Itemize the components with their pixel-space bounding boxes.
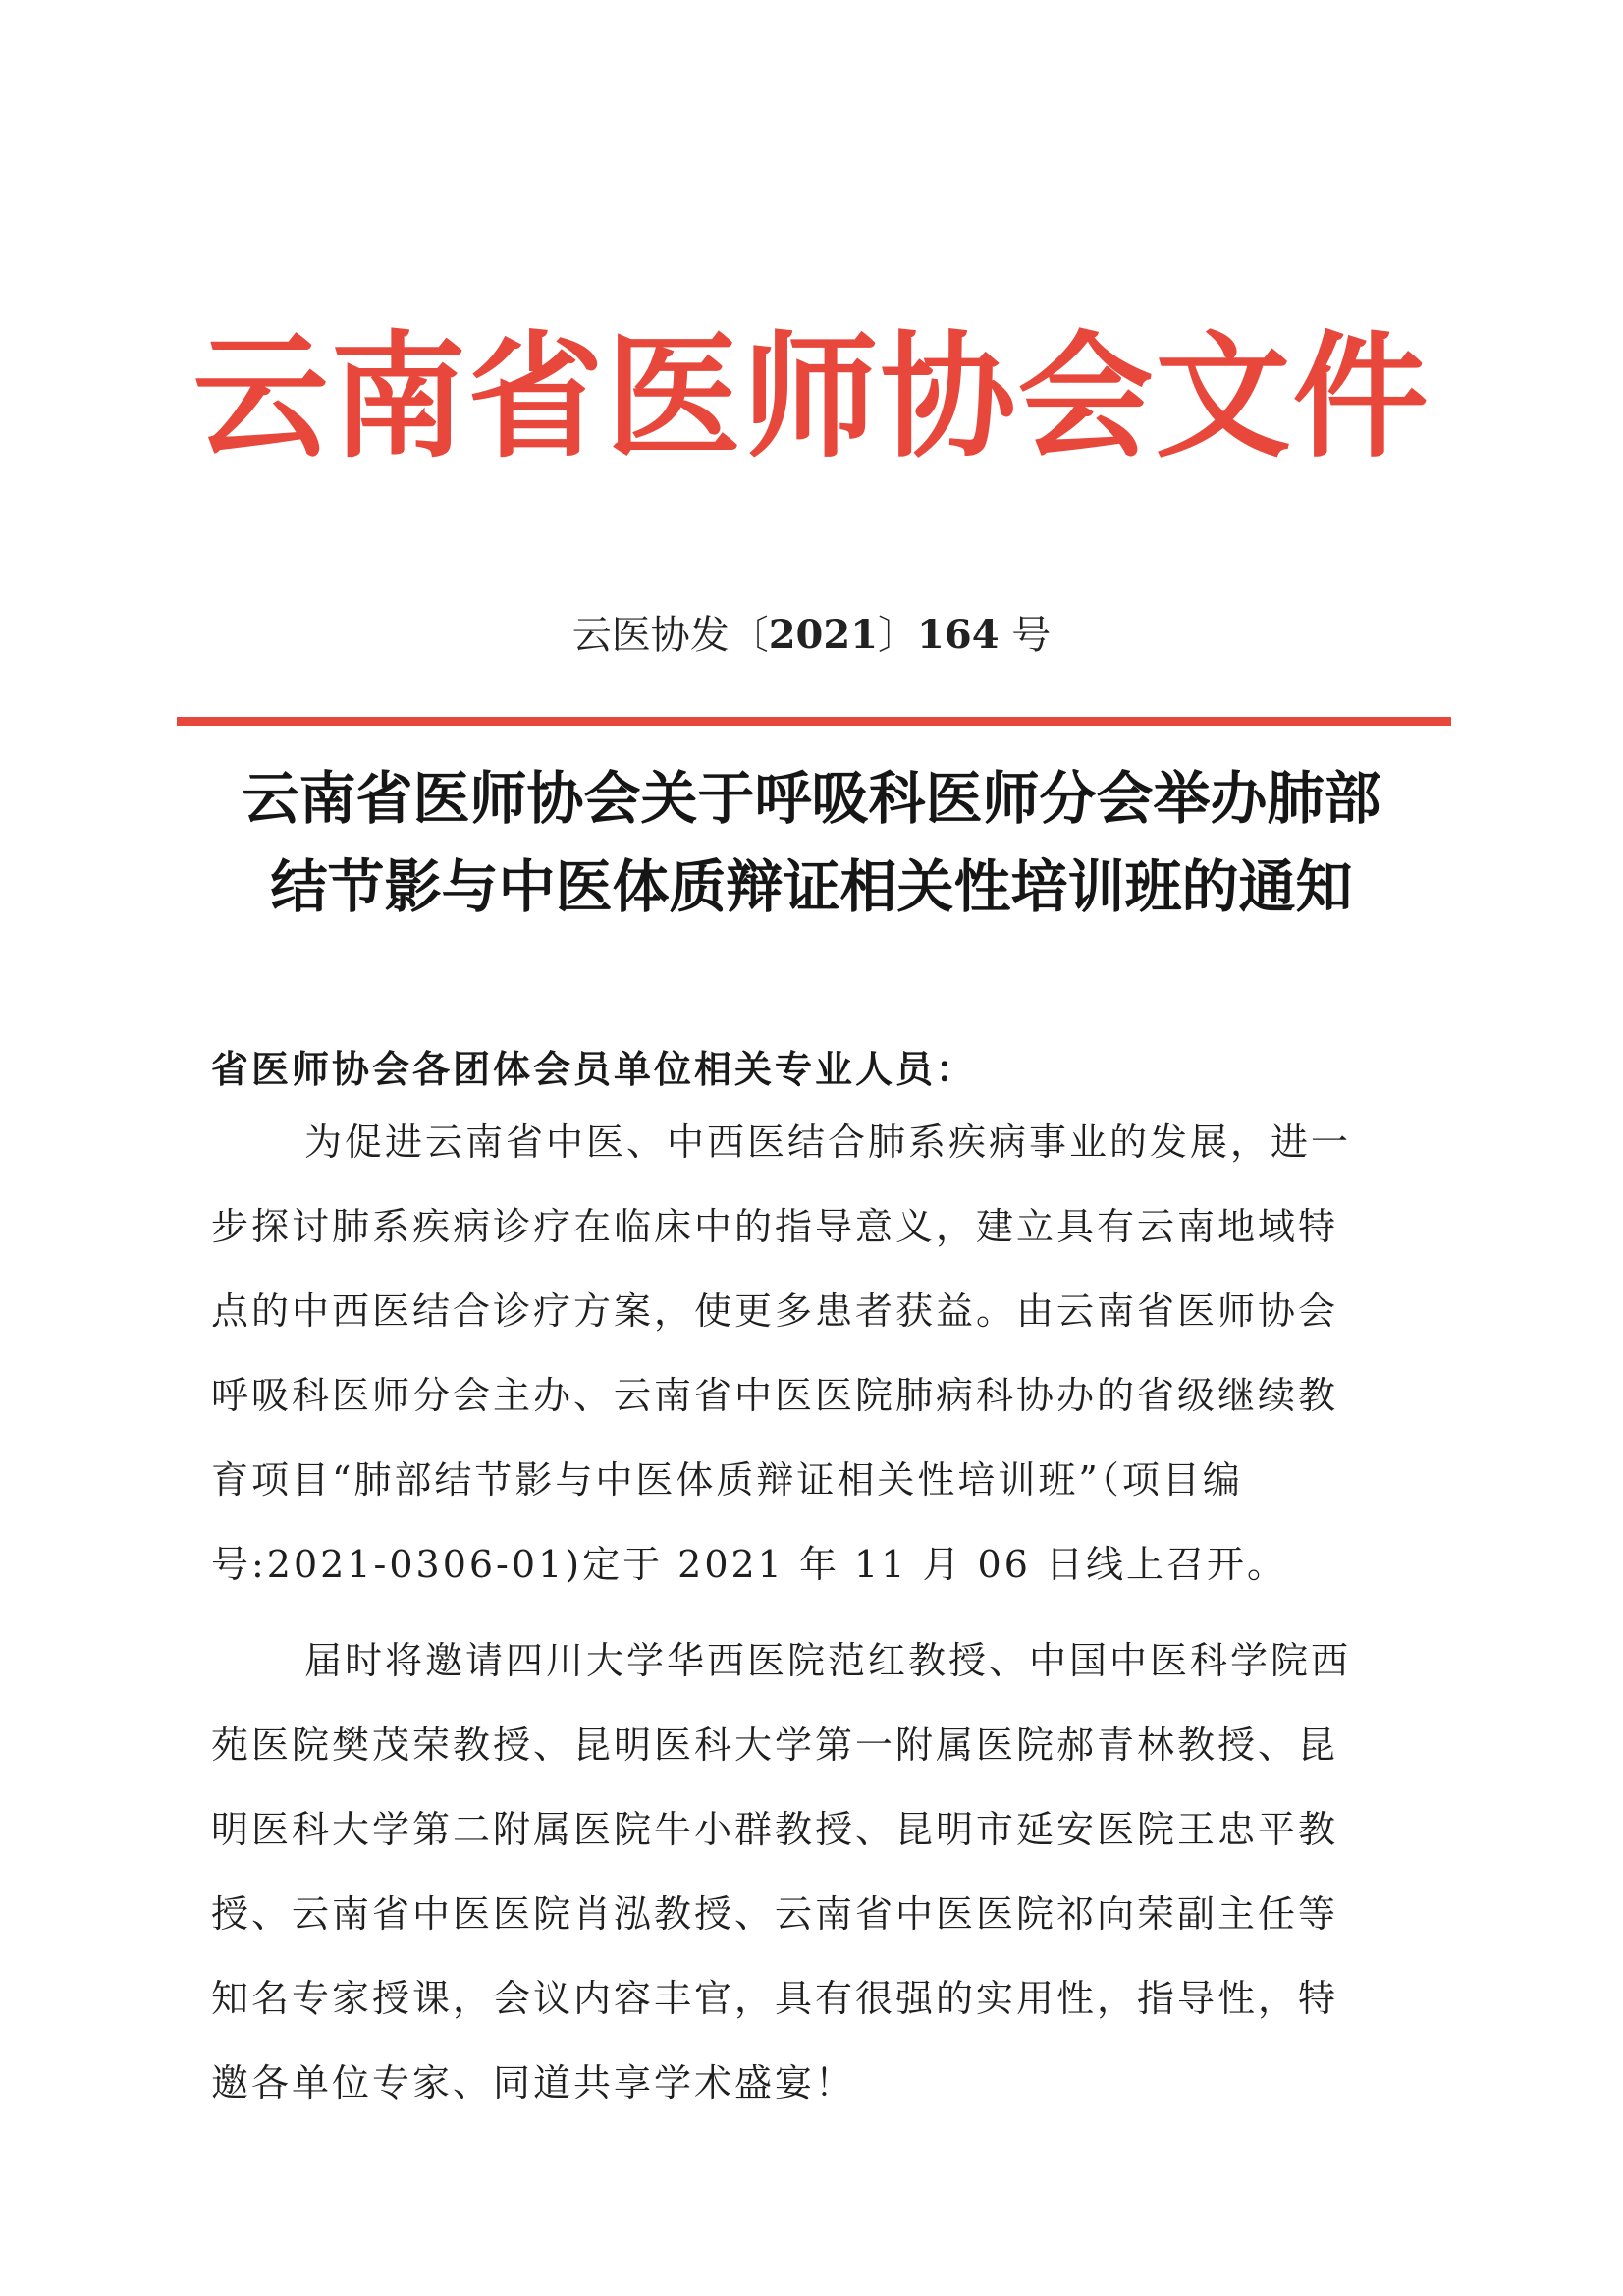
doc-number-suffix: 号: [999, 613, 1052, 658]
paragraph-1-line: 步探讨肺系疾病诊疗在临床中的指导意义，建立具有云南地域特: [211, 1205, 1339, 1248]
paragraph-1-line: 为促进云南省中医、中西医结合肺系疾病事业的发展，进一: [304, 1121, 1352, 1164]
paragraph-2-line: 届时将邀请四川大学华西医院范红教授、中国中医科学院西: [304, 1639, 1352, 1682]
document-number: [0, 604, 1623, 660]
masthead-title: 云南省医师协会文件: [192, 316, 1431, 476]
red-divider: [177, 717, 1451, 726]
doc-number-mid: 〕: [878, 613, 918, 658]
paragraph-1-line: 号:2021-0306-01)定于 2021 年 11 月 06 日线上召开。: [211, 1543, 1287, 1586]
paragraph-1-line: 育项目“肺部结节影与中医体质辩证相关性培训班”（项目编: [211, 1458, 1243, 1502]
paragraph-2-line: 授、云南省中医医院肖泓教授、云南省中医医院祁向荣副主任等: [211, 1892, 1339, 1936]
paragraph-2-line: 知名专家授课，会议内容丰官，具有很强的实用性，指导性，特: [211, 1977, 1339, 2020]
notice-title: [147, 754, 1476, 931]
salutation: 省医师协会各团体会员单位相关专业人员：: [211, 1047, 977, 1091]
paragraph-2: [211, 1618, 1429, 2125]
doc-number-prefix: 云医协发〔: [571, 613, 769, 658]
paragraph-1: [211, 1100, 1429, 1607]
paragraph-2-line: 苑医院樊茂荣教授、昆明医科大学第一附属医院郝青林教授、昆: [211, 1723, 1339, 1767]
notice-title-line-1: 云南省医师协会关于呼吸科医师分会举办肺部: [242, 765, 1381, 832]
paragraph-1-line: 呼吸科医师分会主办、云南省中医医院肺病科协办的省级继续教: [211, 1374, 1339, 1417]
doc-number-year: 2021: [768, 612, 879, 658]
doc-number-num: 164: [917, 612, 1000, 658]
paragraph-1-line: 点的中西医结合诊疗方案，使更多患者获益。由云南省医师协会: [211, 1289, 1339, 1333]
paragraph-2-line: 明医科大学第二附属医院牛小群教授、昆明市延安医院王忠平教: [211, 1808, 1339, 1851]
paragraph-2-line: 邀各单位专家、同道共享学术盛宴！: [211, 2061, 856, 2105]
notice-title-line-2: 结节影与中医体质辩证相关性培训班的通知: [270, 853, 1353, 920]
